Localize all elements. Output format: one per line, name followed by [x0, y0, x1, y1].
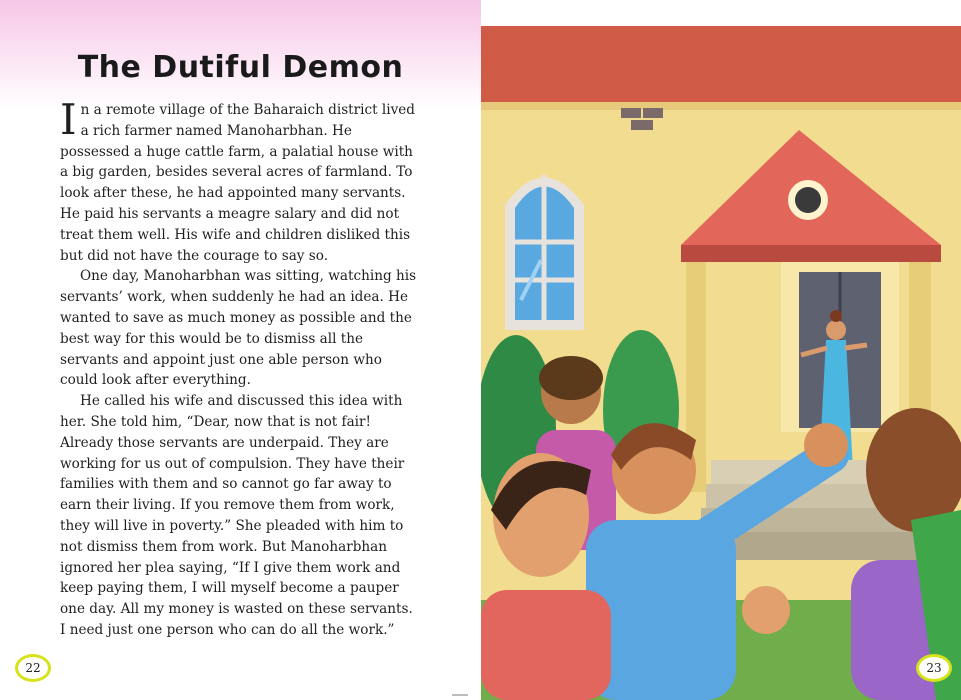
- villager-hair: [539, 356, 603, 400]
- illustration-svg: [481, 0, 961, 700]
- woman-arm: [845, 345, 867, 348]
- story-paragraph-1: [60, 95, 420, 266]
- villager-hand: [742, 586, 790, 634]
- story-paragraph-2: One day, Manoharbhan was sitting, watching his servants’ work, when suddenly he had an idea. He wanted to save as much money as possible and the best way for this would be to dismiss all the servants and appoint just one able person who could look after everything.: [60, 268, 417, 389]
- story-paragraph-3: He called his wife and discussed this idea with her. She told him, “Dear, now that is not fair! Already those servants are underpaid. They are working for us out of compulsion. They have their families with them and so cannot go far away to earn their living. If you remove them from work, they will live in poverty.” She pleaded with him to not dismiss them from work. But Manoharbhan ignored her plea saying, “If I give them work and keep paying them, I will myself become a pauper one day. All my money is wasted on these servants. I need just one person who can do all the work.”: [60, 393, 413, 638]
- story-body: [60, 95, 420, 641]
- brick: [621, 108, 641, 118]
- brick: [643, 108, 663, 118]
- round-window-glass: [795, 187, 821, 213]
- drop-cap: I: [60, 95, 77, 144]
- top-margin: [481, 0, 961, 26]
- villager-fist: [804, 423, 848, 467]
- brick-wall: [481, 26, 961, 102]
- paragraph-1-text: n a remote village of the Baharaich district lived a rich farmer named Manoharbhan. He possessed a huge cattle farm, a palatial house with a big garden, besides several acres of farmland. To look after these, he had appointed many servants. He paid his servants a meagre salary and did not treat them well. His wife and children disliked this but did not have the courage to say so.: [60, 102, 416, 264]
- brick: [631, 120, 653, 130]
- villager-shirt: [481, 590, 611, 700]
- page-divider-mark: [452, 694, 468, 696]
- woman-hair: [830, 310, 842, 322]
- story-illustration: [481, 0, 961, 700]
- story-title: The Dutiful Demon: [77, 50, 404, 85]
- woman-head: [826, 320, 846, 340]
- page-number-right: 23: [916, 654, 952, 682]
- page-number-left: 22: [15, 654, 51, 682]
- porch-roof-edge: [681, 245, 941, 262]
- wall-shadow: [481, 102, 961, 110]
